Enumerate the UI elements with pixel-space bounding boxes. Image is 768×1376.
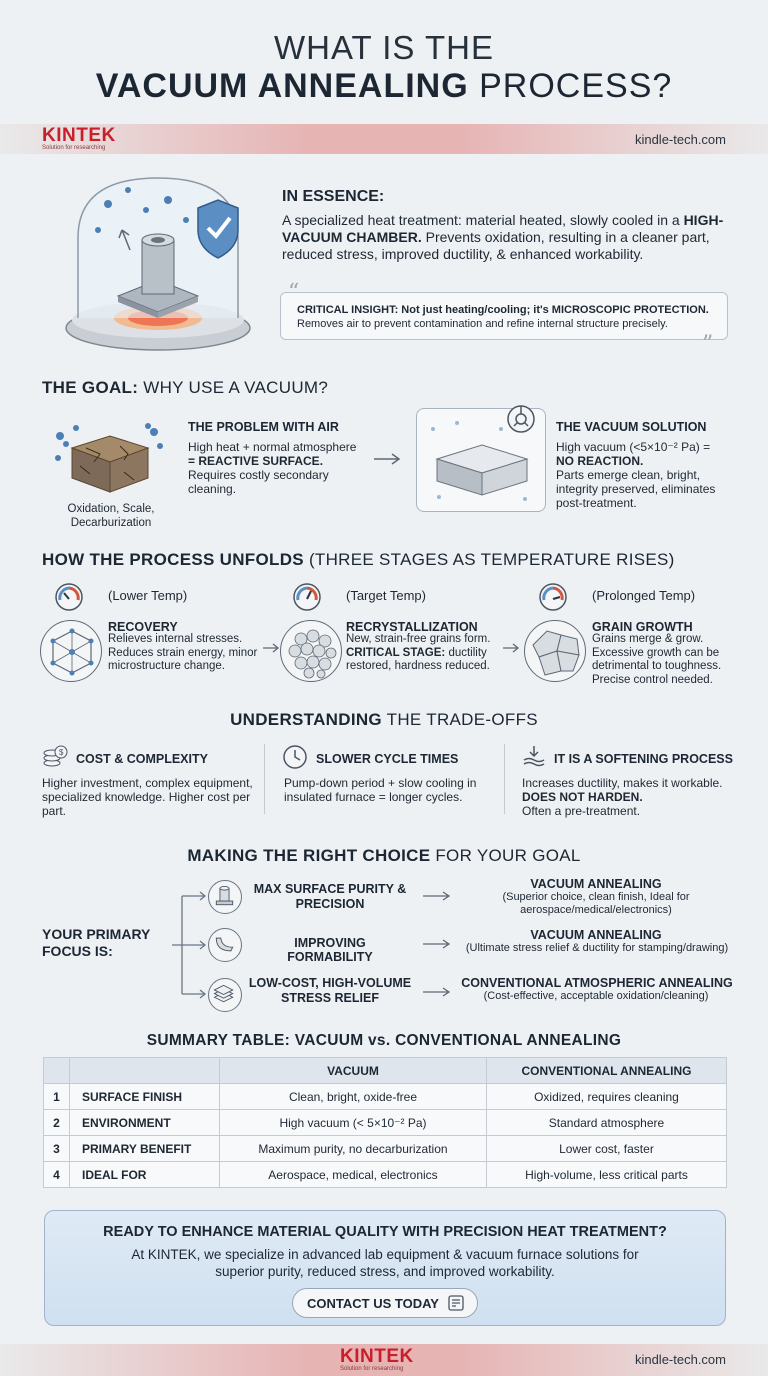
svg-text:$: $ (59, 748, 64, 757)
focus-3: LOW-COST, HIGH-VOLUME STRESS RELIEF (248, 976, 412, 1005)
gauge-low-icon (54, 582, 84, 612)
kintek-logo[interactable] (42, 127, 116, 152)
tradeoff-3-text-bold: DOES NOT HARDEN. (522, 790, 643, 804)
arrow-right-icon (502, 642, 520, 654)
choice-heading-bold: MAKING THE RIGHT CHOICE (187, 846, 431, 865)
tradeoff-3-text-a: Increases ductility, makes it workable. (522, 776, 723, 790)
focus-2: IMPROVING FORMABILITY (287, 936, 373, 964)
logo-tagline: Solution for researching (42, 145, 106, 151)
gauge-prolonged-icon (538, 582, 568, 612)
logo-name: KINTEK (340, 1346, 414, 1367)
process-heading-rest: (THREE STAGES AS TEMPERATURE RISES) (303, 550, 675, 569)
essence-text-a: A specialized heat treatment: material heated, slowly cooled in a (282, 212, 684, 228)
clock-icon (282, 744, 308, 770)
critical-insight-box (280, 292, 728, 340)
result-3-detail: (Cost-effective, acceptable oxidation/cleaning) (483, 990, 709, 1002)
stage-2-text-b: ductility restored, hardness reduced. (346, 646, 490, 672)
solution-line-3: Parts emerge clean, bright, integrity preserved, eliminates post-treatment. (556, 468, 716, 510)
title-line-2 (0, 66, 768, 106)
summary-heading: SUMMARY TABLE: VACUUM vs. CONVENTIONAL ANNEALING (146, 1032, 622, 1049)
tradeoffs-heading-rest: THE TRADE-OFFS (381, 710, 538, 729)
arrow-right-icon (422, 890, 452, 902)
arrow-right-icon (422, 986, 452, 998)
stage-1-title: RECOVERY (108, 620, 178, 634)
table-cell: Maximum purity, no decarburization (220, 1136, 487, 1162)
grain-growth-icon (524, 620, 586, 682)
cta-heading: READY TO ENHANCE MATERIAL QUALITY WITH PRECISION HEAT TREATMENT? (103, 1224, 667, 1240)
table-cell: Clean, bright, oxide-free (220, 1084, 487, 1110)
table-cell: 4 (44, 1162, 70, 1188)
tradeoff-1-text: Higher investment, complex equipment, specialized knowledge. Higher cost per part. (42, 776, 253, 818)
process-heading-bold: HOW THE PROCESS UNFOLDS (42, 550, 304, 569)
stage-1-temp: (Lower Temp) (108, 588, 188, 603)
divider (264, 744, 265, 814)
goal-heading-bold: THE GOAL: (42, 378, 139, 397)
recrystallization-grains-icon (280, 620, 342, 682)
kintek-logo[interactable] (340, 1348, 414, 1373)
stage-3-text: Grains merge & grow. Excessive growth can be detrimental to toughness. Precise control needed. (592, 633, 722, 686)
close-quote-icon: ” (702, 332, 714, 357)
branch-connector (168, 880, 208, 1010)
title-bold: VACUUM ANNEALING (95, 67, 469, 105)
result-1-detail: (Superior choice, clean finish, Ideal for aerospace/medical/electronics) (502, 891, 690, 916)
title-line-1: WHAT IS THE (273, 29, 495, 66)
divider (504, 744, 505, 814)
bottom-brand-band (0, 1344, 768, 1376)
table-cell: SURFACE FINISH (70, 1084, 220, 1110)
tradeoff-3-title: IT IS A SOFTENING PROCESS (554, 752, 733, 766)
focus-1: MAX SURFACE PURITY & PRECISION (253, 882, 407, 911)
arrow-right-icon (422, 938, 452, 950)
tradeoff-2-text: Pump-down period + slow cooling in insulated furnace = longer cycles. (284, 776, 477, 804)
tradeoff-1-title: COST & COMPLEXITY (76, 752, 208, 766)
purity-part-icon (208, 880, 242, 914)
stage-2-text-a: New, strain-free grains form. (346, 633, 491, 645)
table-header-cell: VACUUM (220, 1058, 487, 1084)
choice-heading-rest: FOR YOUR GOAL (430, 846, 581, 865)
table-header-cell: CONVENTIONAL ANNEALING (486, 1058, 726, 1084)
essence-text-bold: HIGH-VACUUM CHAMBER. (282, 212, 724, 245)
table-cell: Lower cost, faster (486, 1136, 726, 1162)
table-cell: Aerospace, medical, electronics (220, 1162, 487, 1188)
site-link[interactable]: kindle-tech.com (634, 1352, 726, 1367)
cta-text: At KINTEK, we specialize in advanced lab equipment & vacuum furnace solutions for superior purity, reduced stress, and improved workability. (131, 1247, 639, 1279)
form-icon (447, 1294, 465, 1312)
problem-caption: Oxidation, Scale, Decarburization (67, 503, 155, 529)
stage-2-temp: (Target Temp) (346, 588, 426, 603)
arrow-right-icon (372, 452, 402, 466)
cta-panel (44, 1210, 726, 1326)
tradeoff-3-text (522, 776, 742, 818)
solution-text (556, 440, 736, 510)
recovery-lattice-icon (40, 620, 102, 682)
table-header-cell (44, 1058, 70, 1084)
table-header-cell (70, 1058, 220, 1084)
stage-2-text-bold: CRITICAL STAGE: (346, 646, 446, 659)
stage-2-title: RECRYSTALLIZATION (346, 620, 478, 634)
table-cell: High-volume, less critical parts (486, 1162, 726, 1188)
tradeoffs-heading-bold: UNDERSTANDING (230, 710, 382, 729)
vacuum-dome-icon (58, 168, 258, 354)
table-row (44, 1084, 727, 1110)
essence-text (282, 212, 732, 263)
coins-icon (42, 744, 68, 768)
formability-icon (208, 928, 242, 962)
logo-tagline: Solution for researching (340, 1366, 404, 1372)
stage-1-text: Relieves internal stresses. Reduces strain energy, minor microstructure change. (108, 633, 258, 672)
problem-line-3: Requires costly secondary cleaning. (188, 468, 329, 496)
open-quote-icon: “ (288, 280, 300, 305)
table-cell: 3 (44, 1136, 70, 1162)
table-row (44, 1110, 727, 1136)
stage-2-text (346, 633, 511, 674)
focus-label: YOUR PRIMARY FOCUS IS: (42, 926, 151, 959)
solution-line-2: NO REACTION. (556, 454, 644, 468)
stage-3-temp: (Prolonged Temp) (592, 588, 696, 603)
table-cell: ENVIRONMENT (70, 1110, 220, 1136)
stacked-sheets-icon (208, 978, 242, 1012)
essence-text-b: Prevents oxidation, resulting in a cleaner part, reduced stress, improved ductility, & enhanced workability. (282, 229, 710, 262)
stage-3-title: GRAIN GROWTH (592, 620, 693, 634)
contact-us-label: CONTACT US TODAY (307, 1295, 439, 1311)
problem-line-2: = REACTIVE SURFACE. (188, 454, 324, 468)
solution-line-1: High vacuum (<5×10⁻² Pa) = (556, 440, 711, 454)
summary-table (43, 1057, 727, 1188)
problem-title: THE PROBLEM WITH AIR (188, 420, 339, 434)
table-row (44, 1162, 727, 1188)
vacuum-pump-icon (506, 404, 536, 434)
site-link[interactable]: kindle-tech.com (634, 132, 726, 147)
table-cell: High vacuum (< 5×10⁻² Pa) (220, 1110, 487, 1136)
softening-icon (522, 744, 546, 768)
problem-text (188, 440, 378, 496)
solution-title: THE VACUUM SOLUTION (556, 420, 707, 434)
result-3: CONVENTIONAL ATMOSPHERIC ANNEALING (461, 976, 733, 990)
goal-heading (42, 378, 328, 398)
result-2: VACUUM ANNEALING (530, 928, 662, 942)
tradeoff-2-title: SLOWER CYCLE TIMES (316, 752, 459, 766)
choice-heading (0, 846, 768, 866)
table-cell: PRIMARY BENEFIT (70, 1136, 220, 1162)
process-heading (42, 550, 675, 570)
tradeoff-3-text-b: Often a pre-treatment. (522, 804, 641, 818)
title-rest: PROCESS? (468, 67, 673, 105)
gauge-target-icon (292, 582, 322, 612)
contact-us-button[interactable] (292, 1288, 478, 1318)
tradeoffs-heading (0, 710, 768, 730)
table-cell: Standard atmosphere (486, 1110, 726, 1136)
result-2-detail: (Ultimate stress relief & ductility for stamping/drawing) (465, 942, 729, 954)
table-cell: IDEAL FOR (70, 1162, 220, 1188)
table-cell: 2 (44, 1110, 70, 1136)
table-row (44, 1136, 727, 1162)
top-brand-band (0, 124, 768, 154)
table-header-row (44, 1058, 727, 1084)
insight-text-bold: MICROSCOPIC PROTECTION. (551, 304, 709, 316)
insight-text-b: Removes air to prevent contamination and refine internal structure precisely. (297, 318, 668, 330)
essence-heading: IN ESSENCE: (282, 188, 385, 205)
arrow-right-icon (262, 642, 280, 654)
table-cell: Oxidized, requires cleaning (486, 1084, 726, 1110)
logo-name: KINTEK (42, 125, 116, 146)
problem-line-1: High heat + normal atmosphere (188, 440, 357, 454)
insight-text-a: CRITICAL INSIGHT: Not just heating/cooling; it's (297, 304, 552, 316)
oxidized-block-icon (50, 418, 168, 500)
page-title (0, 30, 768, 106)
goal-heading-rest: WHY USE A VACUUM? (138, 378, 329, 397)
table-cell: 1 (44, 1084, 70, 1110)
result-1: VACUUM ANNEALING (530, 877, 662, 891)
